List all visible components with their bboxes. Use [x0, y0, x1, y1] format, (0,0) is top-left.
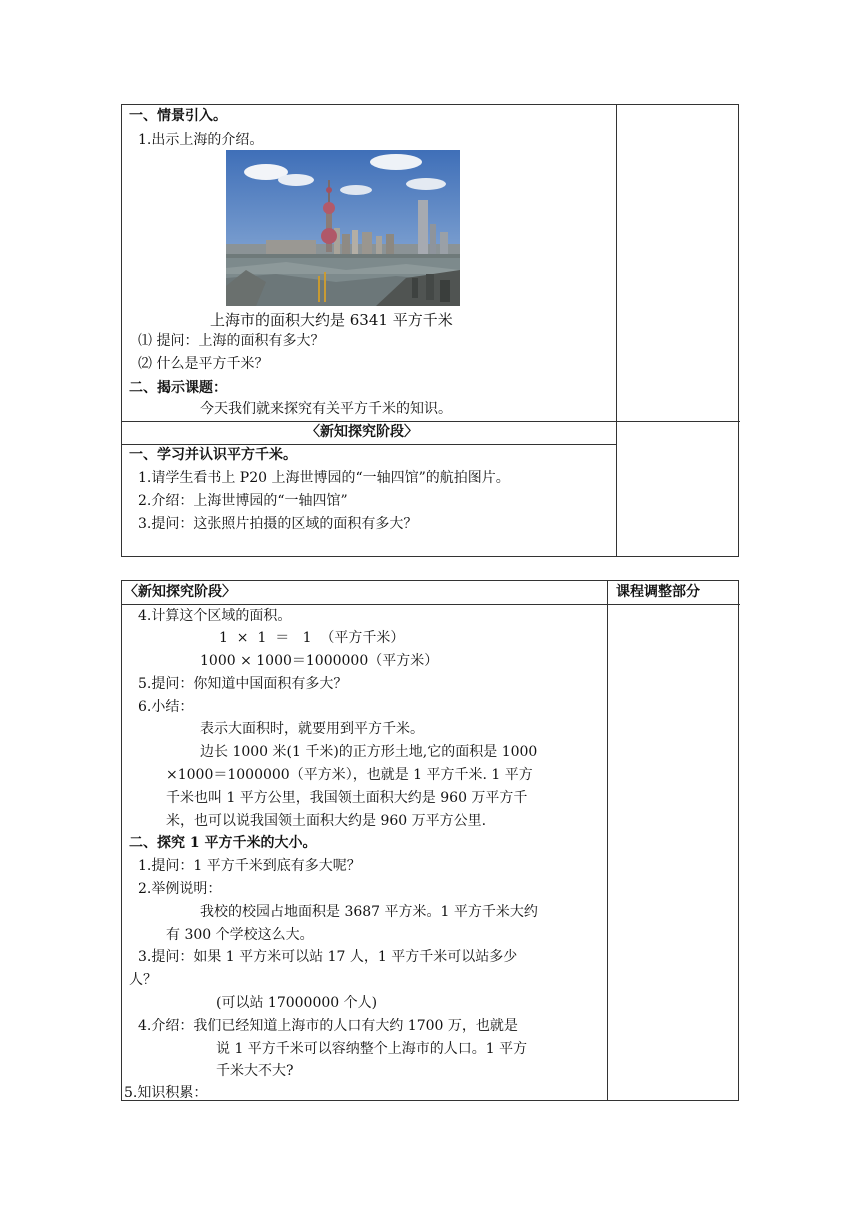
photo-caption: 上海市的面积大约是 6341 平方千米 [210, 311, 453, 329]
item-4: 4.计算这个区域的面积。 [138, 608, 292, 624]
summary-line-5: 米，也可以说我国领土面积大约是 960 万平方公里. [166, 813, 487, 829]
intro-item-1: 1.出示上海的介绍。 [138, 132, 264, 148]
calc-line-2: 1000 × 1000＝1000000（平方米） [200, 653, 439, 669]
adjust-column-header: 课程调整部分 [616, 584, 700, 600]
explore-item-2: 2.举例说明： [138, 881, 222, 897]
section-title-explore: 二、探究 1 平方千米的大小。 [129, 835, 317, 851]
section-title-topic: 二、揭示课题： [129, 380, 227, 396]
item-5: 5.提问：你知道中国面积有多大？ [138, 676, 348, 692]
summary-line-2: 边长 1000 米(1 千米)的正方形土地,它的面积是 1000 [200, 744, 538, 760]
question-2: ⑵ 什么是平方千米？ [138, 356, 269, 372]
row-divider [122, 421, 740, 422]
stage-header: 〈新知探究阶段〉 [306, 424, 418, 440]
row-divider [122, 604, 740, 605]
learn-item-3: 3.提问：这张照片拍摄的区域的面积有多大？ [138, 516, 418, 532]
summary-line-1: 表示大面积时，就要用到平方千米。 [200, 721, 424, 737]
topic-text: 今天我们就来探究有关平方千米的知识。 [200, 401, 452, 417]
summary-line-3: ×1000＝1000000（平方米），也就是 1 平方千米. 1 平方 [166, 767, 533, 783]
question-1: ⑴ 提问：上海的面积有多大？ [138, 333, 325, 349]
column-divider [616, 105, 617, 556]
item-6: 6.小结： [138, 699, 194, 715]
section-title-learn: 一、学习并认识平方千米。 [129, 447, 297, 463]
column-divider [607, 581, 608, 1100]
example-line-1: 我校的校园占地面积是 3687 平方米。1 平方千米大约 [200, 904, 538, 920]
explore-item-3: 3.提问：如果 1 平方米可以站 17 人，1 平方千米可以站多少 [138, 949, 518, 965]
stage-header: 〈新知探究阶段〉 [124, 584, 236, 600]
explore-item-3-cont: 人？ [129, 972, 157, 988]
explore-item-1: 1.提问：1 平方千米到底有多大呢？ [138, 858, 361, 874]
shanghai-skyline-photo [226, 150, 460, 306]
explore-item-4-cont-2: 千米大不大? [216, 1063, 294, 1079]
explore-item-4: 4.介绍：我们已经知道上海市的人口有大约 1700 万，也就是 [138, 1018, 518, 1034]
learn-item-2: 2.介绍：上海世博园的“一轴四馆” [138, 493, 348, 509]
learn-item-1: 1.请学生看书上 P20 上海世博园的“一轴四馆”的航拍图片。 [138, 470, 510, 486]
section-title-intro: 一、情景引入。 [129, 108, 227, 124]
answer-text: (可以站 17000000 个人) [216, 995, 378, 1011]
calc-line-1: 1 × 1 ＝ 1 （平方千米） [219, 630, 405, 646]
example-line-2: 有 300 个学校这么大。 [166, 927, 314, 943]
explore-item-4-cont-1: 说 1 平方千米可以容纳整个上海市的人口。1 平方 [216, 1041, 528, 1057]
explore-item-5: 5.知识积累： [124, 1085, 208, 1101]
summary-line-4: 千米也叫 1 平方公里，我国领土面积大约是 960 万平方千 [166, 790, 528, 806]
